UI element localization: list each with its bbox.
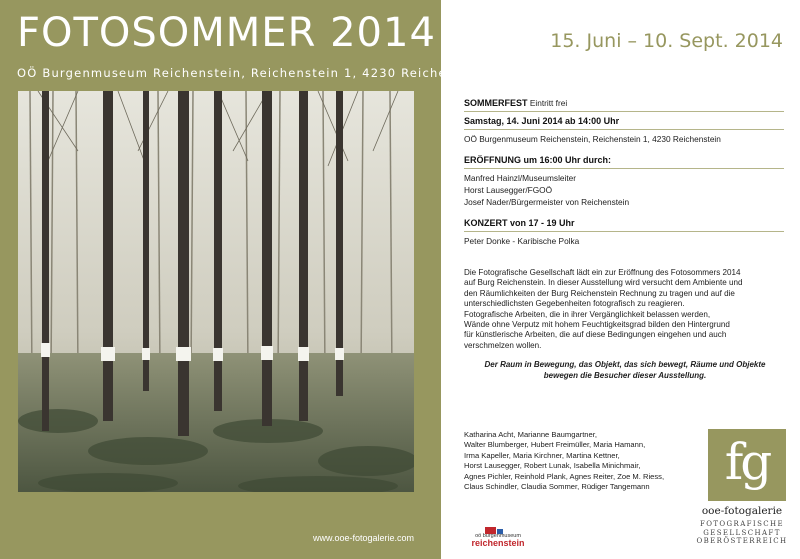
museum-logo (463, 527, 533, 547)
artist-line: Horst Lausegger, Robert Lunak, Isabella Minichmair, (464, 461, 641, 471)
quote-line: bewegen die Besucher dieser Ausstellung. (543, 370, 707, 380)
speaker: Manfred Hainzl/Museumsleiter (464, 173, 577, 183)
description-line: verschmelzen wollen. (464, 340, 542, 350)
description-line: Wände ohne Verputz mit hohem Feuchtigkeitsgrad bilden den Hintergrund (464, 320, 730, 330)
description-line: auf Burg Reichenstein. In dieser Ausstellung wird versucht dem Ambiente und (464, 278, 743, 288)
logo-subtitle-line: FOTOGRAFISCHE (699, 520, 785, 528)
entry-note: Eintritt frei (529, 98, 568, 108)
description-line: für künstlerische Arbeiten, die auf diese Bedingungen eingehen und auch (464, 330, 727, 340)
description-line: Die Fotografische Gesellschaft lädt ein zur Eröffnung des Fotosommers 2014 (464, 268, 741, 277)
eroeffnung-heading: ERÖFFNUNG um 16:00 Uhr durch: (464, 155, 612, 165)
konzert-heading: KONZERT von 17 - 19 Uhr (464, 218, 575, 228)
quote (464, 360, 786, 381)
artist-line: Irma Kapeller, Maria Kirchner, Martina Kettner, (464, 450, 620, 460)
quote-line: Der Raum in Bewegung, das Objekt, das sich bewegt, Räume und Objekte (484, 360, 766, 369)
description-line: Fotografische Arbeiten, die in ihrer Vergänglichkeit belassen werden, (464, 309, 711, 319)
description (464, 268, 786, 351)
museum-logo-small: oö burgenmuseum (475, 533, 521, 539)
event-info (464, 97, 784, 256)
artist-line: Katharina Acht, Marianne Baumgartner, (464, 430, 597, 439)
divider (464, 129, 784, 130)
forest-photo (18, 91, 414, 492)
konzert-act: Peter Donke - Karibische Polka (464, 236, 580, 246)
description-line: unterschiedlichsten Gegebenheiten fotografisch zu reagieren. (464, 299, 685, 309)
sommerfest-where: OÖ Burgenmuseum Reichenstein, Reichenstein 1, 4230 Reichenstein (464, 134, 721, 144)
logo-subtitle (692, 520, 792, 546)
artist-line: Walter Blumberger, Hubert Freimüller, Maria Hamann, (464, 440, 646, 450)
logo-name: ooe-fotogalerie (701, 505, 783, 517)
logo-subtitle-line: OBERÖSTERREICH (696, 537, 788, 545)
fg-logo (708, 429, 786, 501)
description-line: den Räumlichkeiten der Burg Reichenstein Rechnung zu tragen und auf die (464, 288, 735, 298)
sommerfest-label: SOMMERFEST (464, 98, 528, 108)
website-link[interactable]: www.ooe-fotogalerie.com (313, 533, 415, 543)
speaker: Josef Nader/Bürgermeister von Reichenstein (464, 197, 630, 207)
artist-line: Claus Schindler, Claudia Sommer, Rüdiger Tangemann (464, 482, 650, 492)
divider (464, 111, 784, 112)
divider (464, 168, 784, 169)
speaker: Horst Lausegger/FGOÖ (464, 185, 553, 195)
fg-logo-mark: fg (724, 433, 770, 491)
sommerfest-when: Samstag, 14. Juni 2014 ab 14:00 Uhr (464, 116, 620, 126)
poster-title: FOTOSOMMER 2014 (17, 10, 436, 56)
eroeffnung-section (464, 154, 784, 208)
divider (464, 231, 784, 232)
sommerfest-section (464, 97, 784, 145)
artist-line: Agnes Pichler, Reinhold Plank, Agnes Reiter, Zoe M. Riess, (464, 471, 665, 481)
konzert-section (464, 217, 784, 247)
exhibition-dates: 15. Juni – 10. Sept. 2014 (550, 30, 783, 52)
logo-subtitle-line: GESELLSCHAFT (703, 528, 781, 537)
artist-list (464, 430, 694, 492)
venue-line: OÖ Burgenmuseum Reichenstein, Reichenstein 1, 4230 Reichenstein (17, 66, 490, 80)
museum-logo-name: reichenstein (471, 538, 525, 548)
